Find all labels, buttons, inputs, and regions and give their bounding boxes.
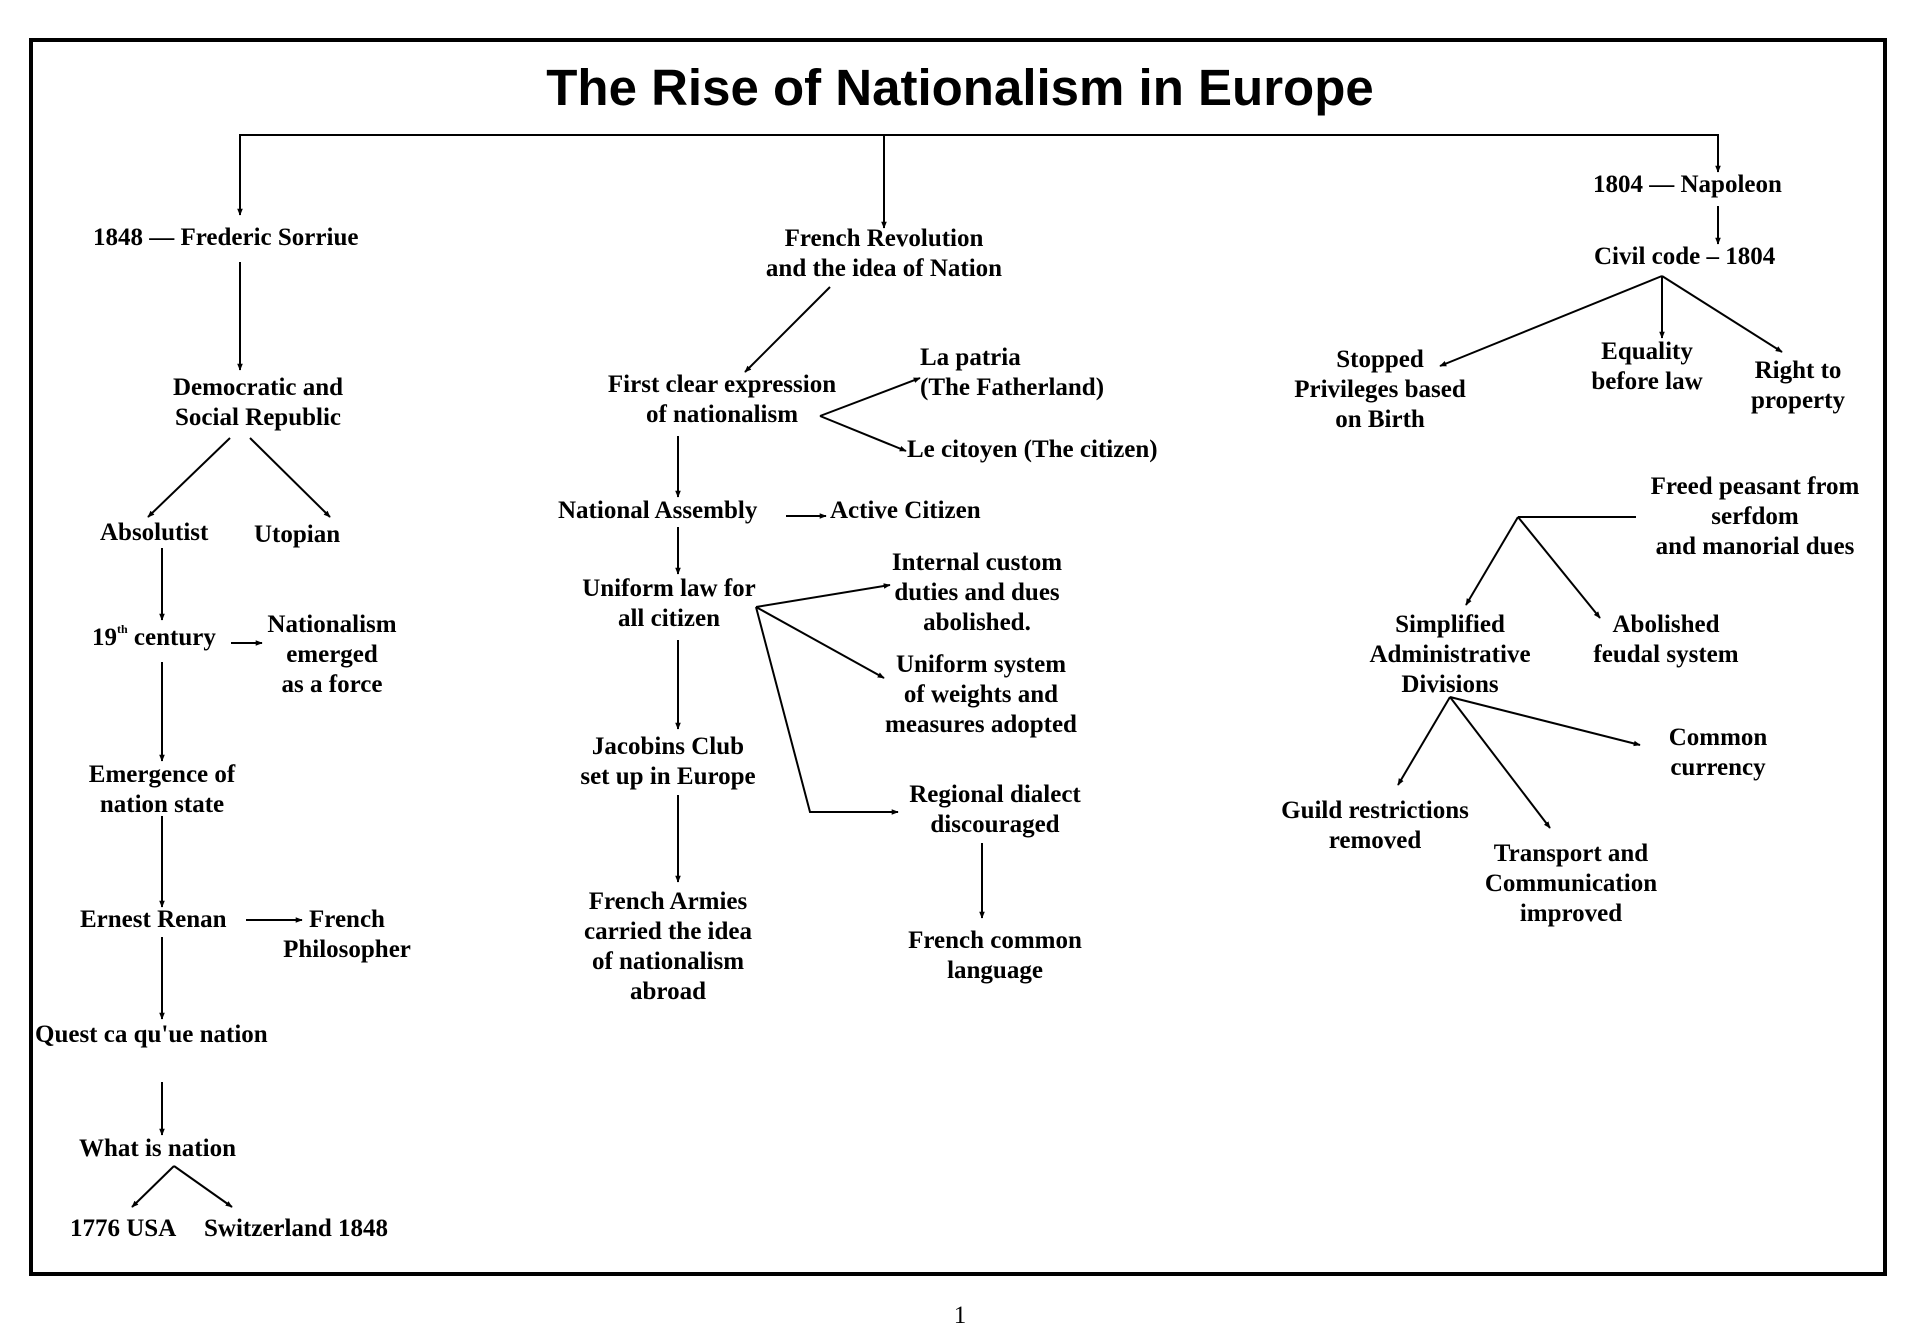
node-equality-before-law: Equality before law [1591, 338, 1703, 395]
node-common-currency: Common currency [1668, 724, 1768, 781]
arrow-uniform-law-to-internal-custom [756, 585, 890, 607]
node-abolished-feudal: Abolished feudal system [1593, 611, 1739, 668]
node-quest-ca-que-nation: Quest ca qu'ue nation [35, 1021, 268, 1048]
node-french-philosopher: French Philosopher [283, 906, 411, 963]
node-jacobins-club: Jacobins Club set up in Europe [580, 733, 756, 790]
title-bracket [240, 135, 1718, 210]
century-superscript: th [117, 622, 128, 636]
node-utopian: Utopian [254, 521, 341, 548]
node-first-clear-expression: First clear expression of nationalism [607, 371, 837, 428]
node-civil-code: Civil code – 1804 [1594, 243, 1776, 270]
node-nationalism-emerged: Nationalism emerged as a force [267, 611, 397, 698]
node-internal-custom-duties: Internal custom duties and dues abolished. [891, 549, 1063, 636]
node-switzerland-1848: Switzerland 1848 [204, 1215, 389, 1242]
node-right-to-property: Right to property [1751, 357, 1845, 414]
node-guild-restrictions: Guild restrictions removed [1281, 797, 1469, 854]
node-democratic-social-republic: Democratic and Social Republic [172, 374, 344, 431]
node-frederic-sorriue: 1848 — Frederic Sorriue [93, 224, 359, 251]
node-la-patria: La patria (The Fatherland) [920, 344, 1105, 401]
node-simplified-administrative: Simplified Administrative Divisions [1369, 611, 1531, 698]
arrow-simplified-to-guild [1398, 697, 1450, 785]
century-number: 19 [92, 624, 117, 651]
arrow-simplified-to-currency [1450, 697, 1640, 745]
node-active-citizen: Active Citizen [830, 497, 981, 524]
arrow-revolution-to-first-expression [745, 287, 830, 372]
century-word: century [127, 624, 216, 651]
arrow-uniform-law-to-weights [756, 607, 884, 678]
node-ernest-renan: Ernest Renan [80, 906, 227, 933]
arrow-republic-to-absolutist [148, 438, 230, 517]
diagram-title: The Rise of Nationalism in Europe [546, 59, 1374, 116]
node-french-common-language: French common language [908, 927, 1082, 984]
node-emergence-nation-state: Emergence of nation state [88, 761, 236, 818]
arrow-republic-to-utopian [250, 438, 330, 517]
node-uniform-law: Uniform law for all citizen [582, 575, 756, 632]
node-french-revolution: French Revolution and the idea of Nation [765, 225, 1003, 282]
node-1804-napoleon: 1804 — Napoleon [1593, 171, 1782, 198]
page-number: 1 [953, 1302, 967, 1329]
node-french-armies: French Armies carried the idea of nationalism abroad [583, 888, 753, 1005]
node-19th-century [92, 623, 216, 653]
node-absolutist: Absolutist [100, 519, 209, 546]
node-uniform-weights: Uniform system of weights and measures adopted [885, 651, 1077, 738]
node-freed-peasant: Freed peasant from serfdom and manorial dues [1650, 473, 1860, 560]
node-stopped-privileges: Stopped Privileges based on Birth [1294, 346, 1466, 433]
node-1776-usa: 1776 USA [70, 1215, 177, 1242]
arrow-what-is-to-switzerland [174, 1166, 232, 1207]
node-what-is-nation: What is nation [79, 1135, 236, 1162]
node-le-citoyen: Le citoyen (The citizen) [907, 436, 1158, 463]
arrow-freed-to-simplified [1466, 517, 1518, 605]
node-regional-dialect: Regional dialect discouraged [909, 781, 1081, 838]
node-transport-communication: Transport and Communication improved [1484, 840, 1658, 927]
arrow-freed-to-feudal [1518, 517, 1600, 618]
arrow-what-is-to-usa [132, 1166, 174, 1207]
arrow-uniform-law-to-dialect [756, 607, 898, 812]
node-national-assembly: National Assembly [558, 497, 758, 524]
